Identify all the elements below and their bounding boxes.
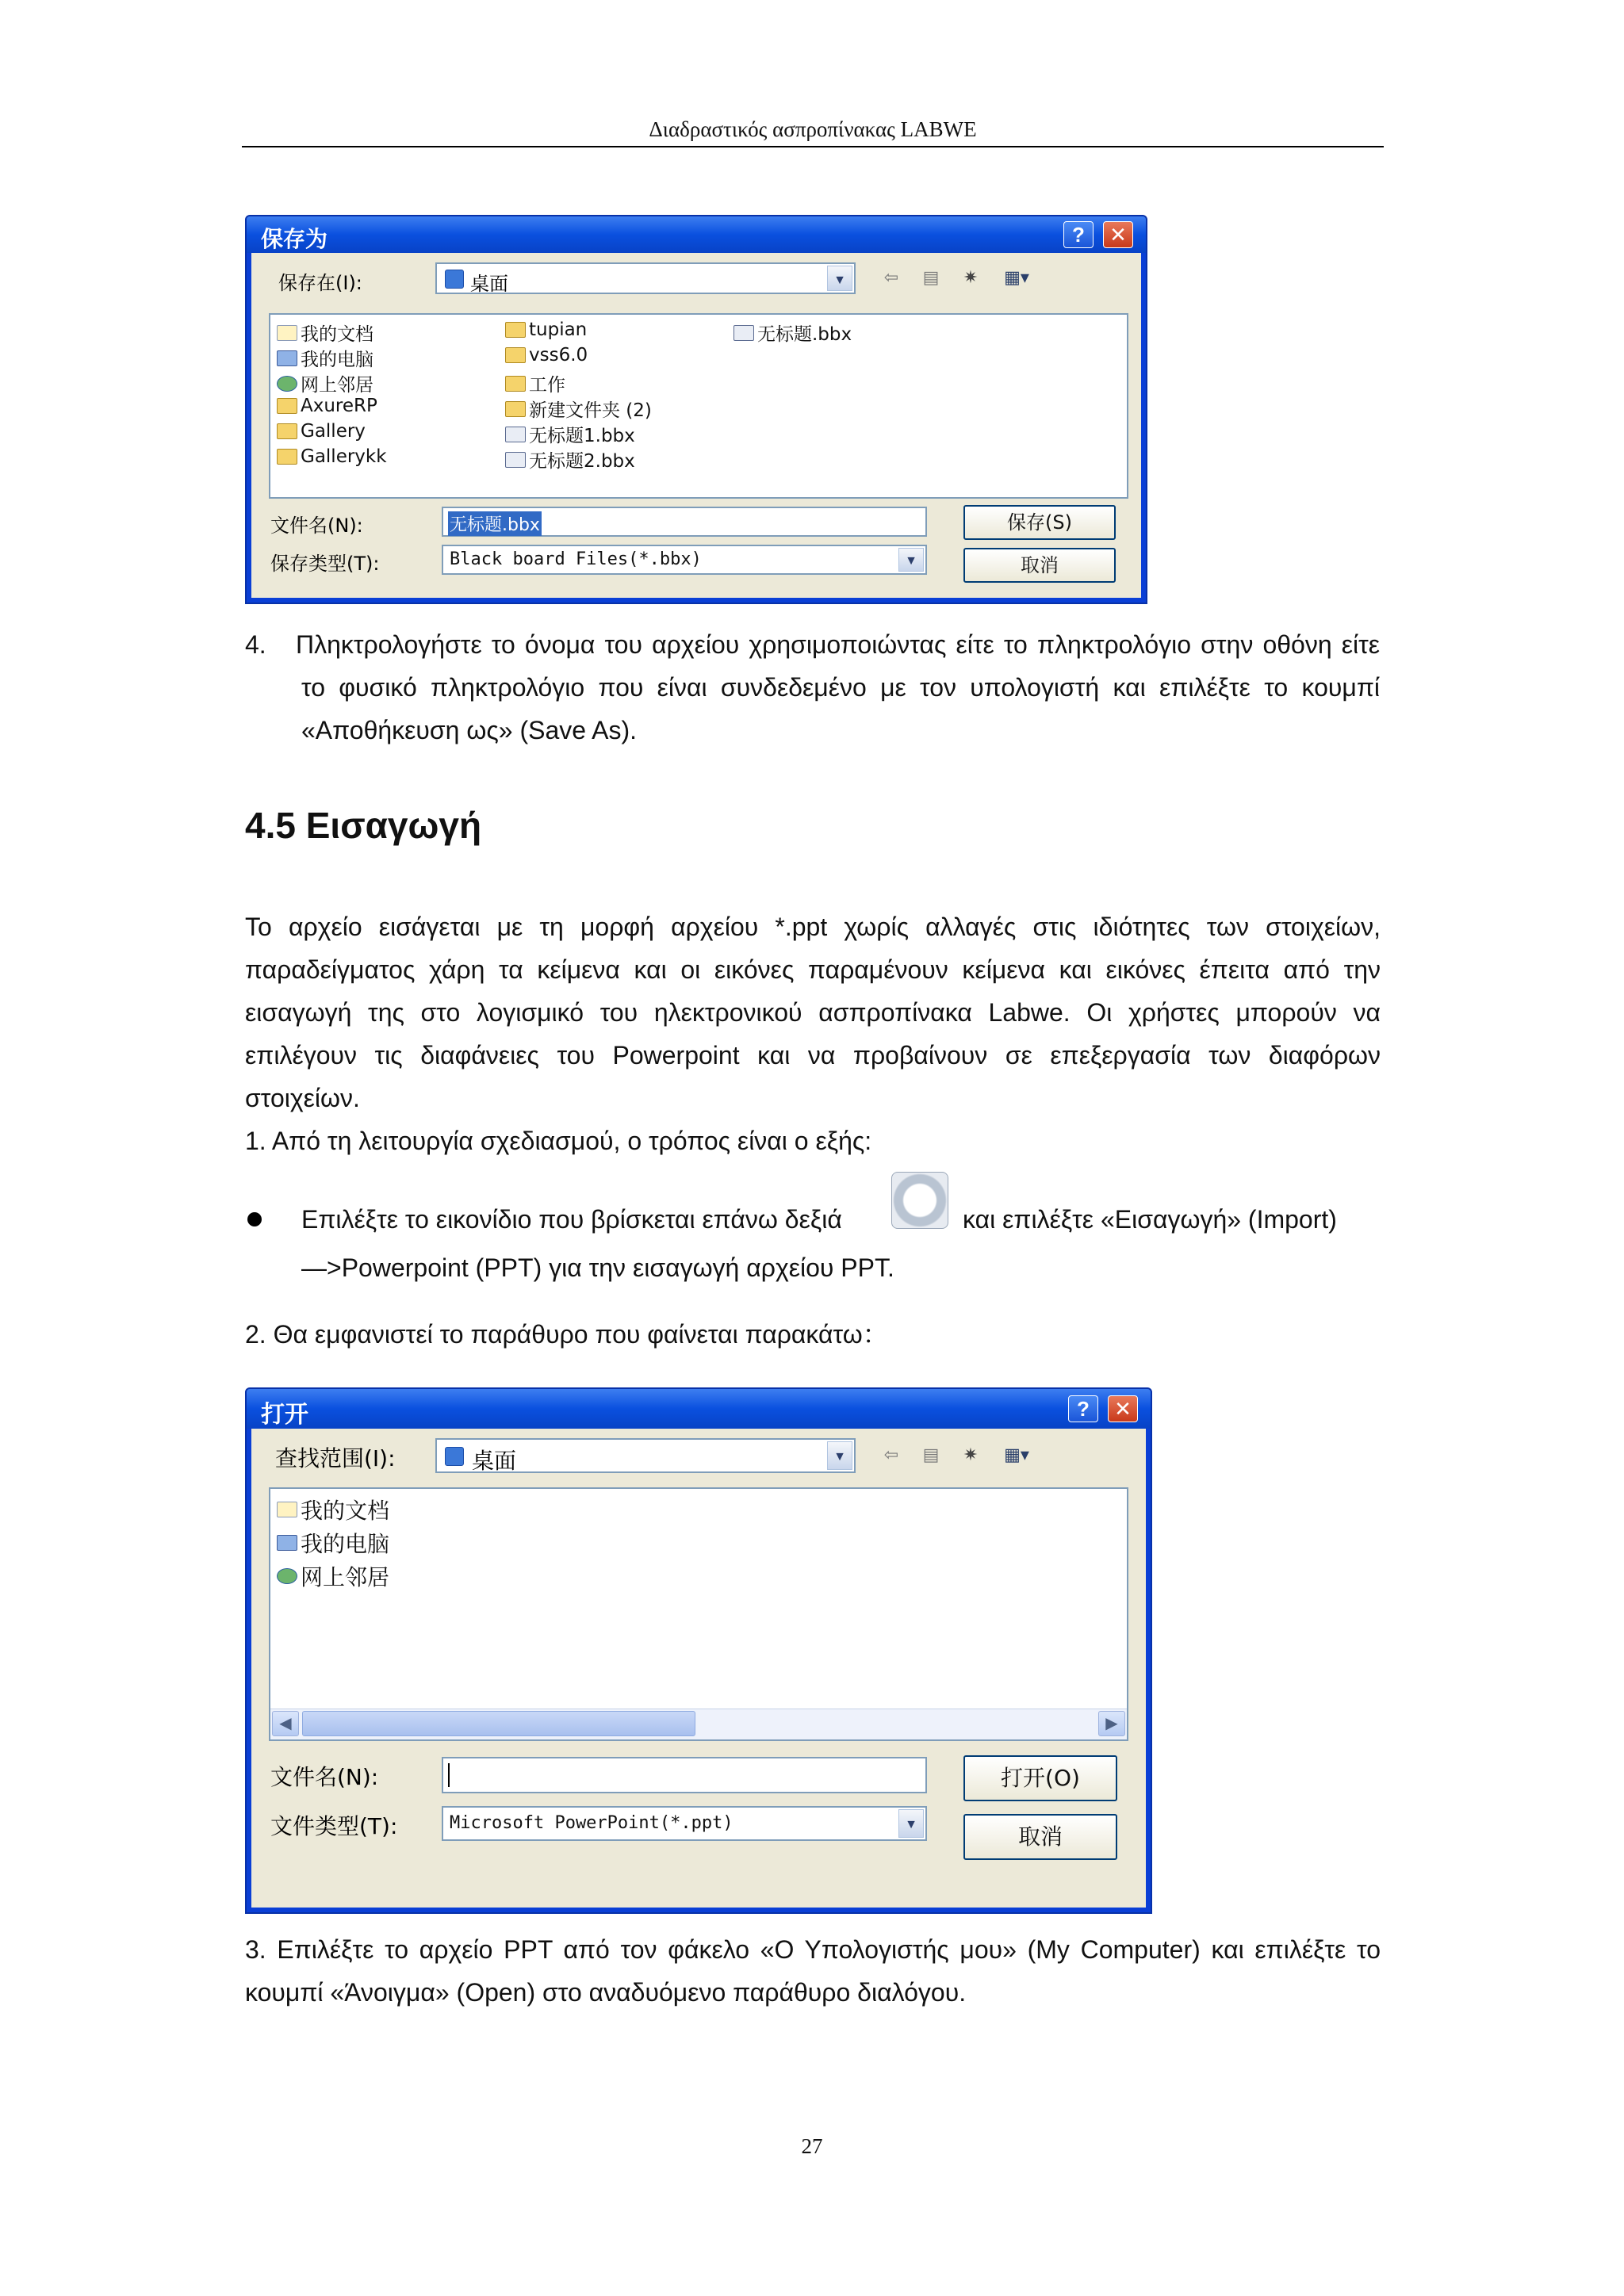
save-dialog-title: 保存为: [261, 226, 328, 252]
list-item[interactable]: Gallerykk: [277, 446, 387, 467]
look-in-value: 桌面: [472, 1448, 517, 1474]
desktop-icon: [445, 270, 464, 289]
save-button[interactable]: 保存(S): [963, 505, 1116, 540]
bullet-text-before: Επιλέξτε το εικονίδιο που βρίσκεται επάνω δεξιά: [301, 1205, 842, 1234]
save-dialog-titlebar[interactable]: [247, 216, 1146, 253]
chevron-down-icon[interactable]: ▼: [827, 1441, 852, 1470]
view-menu-icon[interactable]: ▦▾: [1004, 1445, 1029, 1464]
list-item[interactable]: 我的电脑: [277, 345, 373, 371]
list-item[interactable]: 无标题1.bbx: [505, 421, 635, 447]
open-dialog-titlebar[interactable]: [247, 1389, 1151, 1429]
folder-icon: [505, 401, 526, 417]
step3-text: 3. Επιλέξτε το αρχείο PPT από τον φάκελο «Ο Υπολογιστής μου» (My Computer) και επιλέξτε το κουμπί «Άνοιγμα» (Open) στο αναδυόμενο παράθυρο διαλόγου.: [245, 1935, 1381, 2007]
section-heading: 4.5 Εισαγωγή: [245, 805, 482, 846]
look-in-label: 查找范围(I):: [275, 1445, 396, 1471]
bullet-text-line2: —>Powerpoint (PPT) για την εισαγωγή αρχείου PPT.: [301, 1253, 894, 1282]
bbx-file-icon: [733, 325, 754, 341]
folder-icon: [277, 398, 297, 414]
step4-text: Πληκτρολογήστε το όνομα του αρχείου χρησιμοποιώντας είτε το πληκτρολόγιο στην οθόνη είτε το φυσικό πληκτρολόγιο που είναι συνδεδεμένο με τον υπολογιστή και επιλέξτε το κουμπί «Αποθήκευση ως» (Save As).: [296, 630, 1380, 744]
file-list[interactable]: [269, 1487, 1128, 1741]
list-item[interactable]: 网上邻居: [277, 370, 373, 396]
my-computer-icon: [277, 1535, 297, 1551]
filename-label: 文件名(N):: [270, 1764, 379, 1790]
network-places-icon: [277, 1568, 297, 1584]
back-arrow-icon[interactable]: ⇦: [883, 267, 899, 287]
back-arrow-icon[interactable]: ⇦: [883, 1445, 899, 1464]
filetype-label: 保存类型(T):: [270, 553, 380, 575]
horizontal-scrollbar[interactable]: [270, 1709, 1127, 1739]
my-computer-icon: [277, 350, 297, 366]
list-item[interactable]: Gallery: [277, 421, 366, 442]
file-list[interactable]: [269, 313, 1128, 499]
list-item[interactable]: tupian: [505, 320, 587, 340]
filetype-value: Microsoft PowerPoint(*.ppt): [450, 1813, 733, 1833]
open-dialog: [245, 1387, 1152, 1914]
step1-text: 1. Από τη λειτουργία σχεδιασμού, ο τρόπος είναι ο εξής:: [245, 1127, 872, 1155]
page-header: Διαδραστικός ασπροπίνακας LABWE: [649, 117, 977, 141]
desktop-icon: [445, 1447, 464, 1466]
open-dialog-title: 打开: [261, 1401, 308, 1429]
list-item[interactable]: 我的电脑: [277, 1527, 389, 1559]
filename-input[interactable]: [442, 507, 927, 537]
help-button[interactable]: ?: [1068, 1395, 1098, 1422]
folder-icon: [505, 376, 526, 392]
look-in-combo[interactable]: [435, 1438, 856, 1473]
save-in-value: 桌面: [470, 273, 508, 295]
folder-icon: [277, 449, 297, 465]
list-item[interactable]: 新建文件夹 (2): [505, 396, 652, 422]
my-documents-icon: [277, 325, 297, 341]
folder-icon: [505, 347, 526, 363]
my-documents-icon: [277, 1502, 297, 1517]
dialog-toolbar: [878, 264, 1068, 293]
header-rule: [242, 146, 1384, 147]
filetype-label: 文件类型(T):: [270, 1813, 398, 1839]
filetype-value: Black board Files(*.bbx): [450, 549, 702, 569]
scroll-right-icon[interactable]: ▶: [1098, 1711, 1125, 1736]
dialog-toolbar: [878, 1441, 1068, 1470]
filetype-select[interactable]: [442, 1806, 927, 1841]
new-folder-icon[interactable]: ✷: [963, 1445, 979, 1464]
filetype-select[interactable]: [442, 545, 927, 575]
folder-icon: [277, 423, 297, 439]
cancel-button[interactable]: 取消: [963, 548, 1116, 583]
new-folder-icon[interactable]: ✷: [963, 267, 979, 287]
step2-text: 2. Θα εμφανιστεί το παράθυρο που φαίνεται παρακάτω：: [245, 1320, 888, 1349]
list-item[interactable]: 无标题2.bbx: [505, 446, 635, 473]
intro-paragraph: Το αρχείο εισάγεται με τη μορφή αρχείου *.ppt χωρίς αλλαγές στις ιδιότητες των στοιχείων, παραδείγματος χάρη τα κείμενα και οι εικόνες παραμένουν κείμενα και εικόνες έπειτα από την εισαγωγή της στο λογισμικό του ηλεκτρονικού ασπροπίνακα Labwe. Οι χρήστες μπορούν να επιλέγουν τις διαφάνειες του Powerpoint και να προβαίνουν σε επεξεργασία των διαφόρων στοιχείων.: [245, 913, 1381, 1112]
scroll-left-icon[interactable]: ◀: [272, 1711, 299, 1736]
bbx-file-icon: [505, 427, 526, 442]
save-as-dialog: [245, 215, 1147, 604]
bullet-text-after: και επιλέξτε «Εισαγωγή» (Import): [963, 1205, 1337, 1234]
chevron-down-icon[interactable]: ▼: [898, 1809, 924, 1838]
list-item[interactable]: 工作: [505, 370, 565, 396]
view-menu-icon[interactable]: ▦▾: [1004, 267, 1029, 287]
list-item[interactable]: AxureRP: [277, 396, 377, 416]
import-icon: [891, 1172, 948, 1229]
cancel-button[interactable]: 取消: [963, 1814, 1117, 1860]
scroll-thumb[interactable]: [302, 1711, 695, 1736]
save-in-combo[interactable]: [435, 262, 856, 294]
filename-input[interactable]: [442, 1757, 927, 1793]
list-item[interactable]: vss6.0: [505, 345, 588, 365]
page-number: 27: [801, 2134, 823, 2158]
filename-label: 文件名(N):: [270, 515, 363, 537]
chevron-down-icon[interactable]: ▼: [827, 266, 852, 291]
list-item[interactable]: 我的文档: [277, 320, 373, 346]
open-button[interactable]: 打开(O): [963, 1755, 1117, 1801]
bullet-point: [247, 1212, 262, 1226]
list-item[interactable]: 无标题.bbx: [733, 320, 852, 346]
text-cursor: [448, 1763, 450, 1787]
filename-value: 无标题.bbx: [448, 511, 542, 536]
help-button[interactable]: ?: [1063, 221, 1094, 248]
folder-icon: [505, 322, 526, 338]
open-dialog-body: [251, 1429, 1146, 1908]
list-item[interactable]: 我的文档: [277, 1494, 389, 1525]
close-button[interactable]: ✕: [1108, 1395, 1138, 1422]
chevron-down-icon[interactable]: ▼: [898, 548, 924, 572]
up-folder-icon[interactable]: ▤: [922, 267, 940, 287]
up-folder-icon[interactable]: ▤: [922, 1445, 940, 1464]
network-places-icon: [277, 376, 297, 392]
save-dialog-body: [251, 253, 1141, 598]
bbx-file-icon: [505, 452, 526, 468]
close-button[interactable]: ✕: [1103, 221, 1133, 248]
save-in-label: 保存在(I):: [278, 272, 362, 294]
list-item[interactable]: 网上邻居: [277, 1560, 389, 1592]
step4-number: 4.: [245, 630, 266, 659]
